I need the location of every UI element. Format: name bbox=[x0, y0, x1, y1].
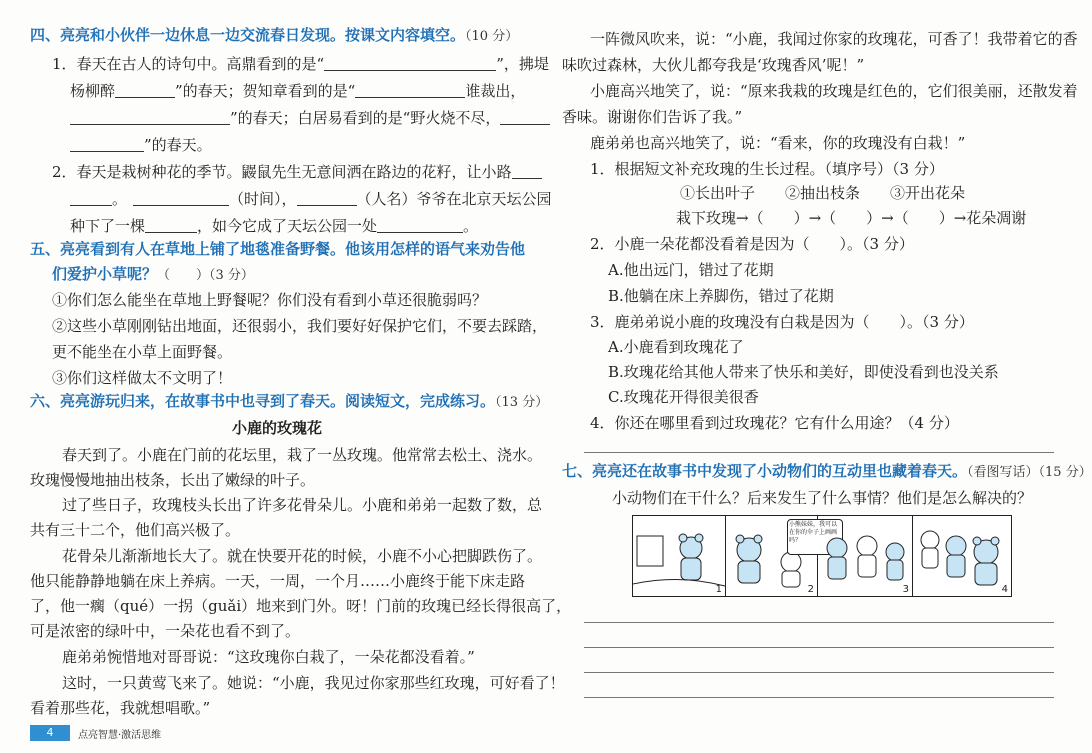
comic-drawing-4 bbox=[912, 516, 1011, 596]
story-p2: 过了些日子，玫瑰枝头长出了许多花骨朵儿。小鹿和弟弟一起数了数，总 bbox=[62, 496, 543, 514]
s5-option-2: ②这些小草刚刚钻出地面，还很弱小，我们要好好保护它们，不要去踩踏， bbox=[52, 317, 548, 335]
r-q2-option-a: A.他出远门，错过了花期 bbox=[608, 261, 774, 279]
s5-option-1: ①你们怎么能坐在草地上野餐呢？你们没有看到小草还很脆弱吗？ bbox=[52, 291, 488, 309]
speech-bubble: 小熊妹妹，我可以在你的伞子上画画吗？ bbox=[787, 519, 843, 555]
r-q1-flow: 栽下玫瑰→（ ）→（ ）→（ ）→花朵凋谢 bbox=[676, 209, 1027, 227]
section-4-heading: 四、亮亮和小伙伴一边休息一边交流春日发现。按课文内容填空。（10 分） bbox=[30, 26, 519, 44]
story-p5: 这时，一只黄莺飞来了。她说：“小鹿，我见过你家那些红玫瑰，可好看了！ bbox=[62, 674, 565, 692]
r-q3-option-b: B.玫瑰花给其他人带来了快乐和美好，即使没看到也没关系 bbox=[608, 363, 999, 381]
section-6-heading: 六、亮亮游玩归来，在故事书中也寻到了春天。阅读短文，完成练习。（13 分） bbox=[30, 392, 549, 410]
writing-line-1 bbox=[584, 622, 1054, 623]
panel-number: 3 bbox=[902, 584, 909, 595]
brand-slogan: 点亮智慧·激活思维 bbox=[78, 730, 162, 741]
story-p6-cont: 味吹过森林，大伙儿都夸我是‘玫瑰香风’呢！” bbox=[562, 56, 865, 74]
answer-line bbox=[584, 452, 1054, 453]
r-q1: 1．根据短文补充玫瑰的生长过程。（填序号）（3 分） bbox=[590, 160, 944, 178]
section-5-heading: 五、亮亮看到有人在草地上铺了地毯准备野餐。他该用怎样的语气来劝告他 bbox=[30, 240, 526, 258]
q1-line3: ”的春天；白居易看到的是“野火烧不尽， bbox=[70, 109, 550, 127]
q1-line4: ”的春天。 bbox=[70, 136, 212, 154]
story-p3-cont1: 他只能静静地躺在床上养病。一天，一周，一个月……小鹿终于能下床走路 bbox=[30, 572, 526, 590]
story-p3-cont2: 了，他一瘸（qué）一拐（guǎi）地来到门外。呀！门前的玫瑰已经长得很高了， bbox=[30, 597, 572, 615]
panel-number: 1 bbox=[715, 584, 722, 595]
q1-line1: 1．春天在古人的诗句中。高鼎看到的是“ ”，拂堤 bbox=[52, 55, 549, 73]
panel-number: 2 bbox=[807, 584, 814, 595]
panel-number: 4 bbox=[1001, 584, 1008, 595]
story-p3-cont3: 可是浓密的绿叶中，一朵花也看不到了。 bbox=[30, 622, 301, 640]
r-q2-option-b: B.他躺在床上养脚伤，错过了花期 bbox=[608, 287, 834, 305]
comic-strip bbox=[632, 515, 1012, 597]
s5-option-3: ③你们这样做太不文明了！ bbox=[52, 369, 233, 387]
story-title: 小鹿的玫瑰花 bbox=[232, 419, 323, 437]
r-q3-option-a: A.小鹿看到玫瑰花了 bbox=[608, 338, 744, 356]
comic-panel-3 bbox=[817, 516, 913, 596]
story-p1: 春天到了。小鹿在门前的花坛里，栽了一丛玫瑰。他常常去松土、浇水。 bbox=[62, 446, 543, 464]
story-p6: 一阵微风吹来，说：“小鹿，我闻过你家的玫瑰花，可香了！我带着它的香 bbox=[590, 30, 1078, 48]
r-q4: 4．你还在哪里看到过玫瑰花？它有什么用途？（4 分） bbox=[590, 414, 959, 432]
s5-option-2-cont: 更不能坐在小草上面野餐。 bbox=[52, 343, 233, 361]
comic-drawing-1 bbox=[633, 516, 725, 596]
story-p8: 鹿弟弟也高兴地笑了，说：“看来，你的玫瑰没有白栽！” bbox=[590, 134, 966, 152]
comic-panel-2 bbox=[725, 516, 838, 596]
comic-panel-1 bbox=[633, 516, 726, 596]
writing-line-4 bbox=[584, 697, 1054, 698]
story-p5-cont: 看着那些花，我就想唱歌。” bbox=[30, 699, 211, 717]
comic-panel-4 bbox=[912, 516, 1011, 596]
q2-line2: 。 （时间）， （人名）爷爷在北京天坛公园 bbox=[70, 190, 552, 208]
writing-line-3 bbox=[584, 672, 1054, 673]
q2-line3: 种下了一棵 ，如今它成了天坛公园一处 。 bbox=[70, 217, 479, 235]
page-number: 4 bbox=[30, 725, 70, 741]
story-p4: 鹿弟弟惋惜地对哥哥说：“这玫瑰你白栽了，一朵花都没看着。” bbox=[62, 648, 475, 666]
s7-prompt: 小动物们在干什么？后来发生了什么事情？他们是怎么解决的？ bbox=[612, 489, 1033, 507]
story-p7-cont: 香味。谢谢你们告诉了我。” bbox=[562, 108, 743, 126]
comic-drawing-3 bbox=[817, 516, 912, 596]
q2-line1: 2．春天是栽树种花的季节。鼹鼠先生无意间洒在路边的花籽，让小路 bbox=[52, 163, 542, 181]
story-p3: 花骨朵儿渐渐地长大了。就在快要开花的时候，小鹿不小心把脚跌伤了。 bbox=[62, 547, 543, 565]
writing-line-2 bbox=[584, 647, 1054, 648]
story-p7: 小鹿高兴地笑了，说：“原来我栽的玫瑰是红色的，它们很美丽，还散发着 bbox=[590, 82, 1078, 100]
story-p2-cont: 共有三十二个，他们高兴极了。 bbox=[30, 521, 241, 539]
story-p1-cont: 玫瑰慢慢地抽出枝条，长出了嫩绿的叶子。 bbox=[30, 471, 316, 489]
section-7-heading: 七、亮亮还在故事书中发现了小动物们的互动里也藏着春天。（看图写话）（15 分） bbox=[562, 462, 1092, 480]
q1-line2: 杨柳醉 ”的春天；贺知章看到的是“ 谁裁出， bbox=[70, 82, 526, 100]
section-5-heading-2: 们爱护小草呢？（ ）（3 分） bbox=[52, 265, 254, 283]
r-q1-options: ①长出叶子 ②抽出枝条 ③开出花朵 bbox=[680, 184, 966, 202]
r-q3: 3．鹿弟弟说小鹿的玫瑰没有白栽是因为（ ）。（3 分） bbox=[590, 313, 974, 331]
r-q3-option-c: C.玫瑰花开得很美很香 bbox=[608, 388, 759, 406]
r-q2: 2．小鹿一朵花都没看着是因为（ ）。（3 分） bbox=[590, 235, 914, 253]
